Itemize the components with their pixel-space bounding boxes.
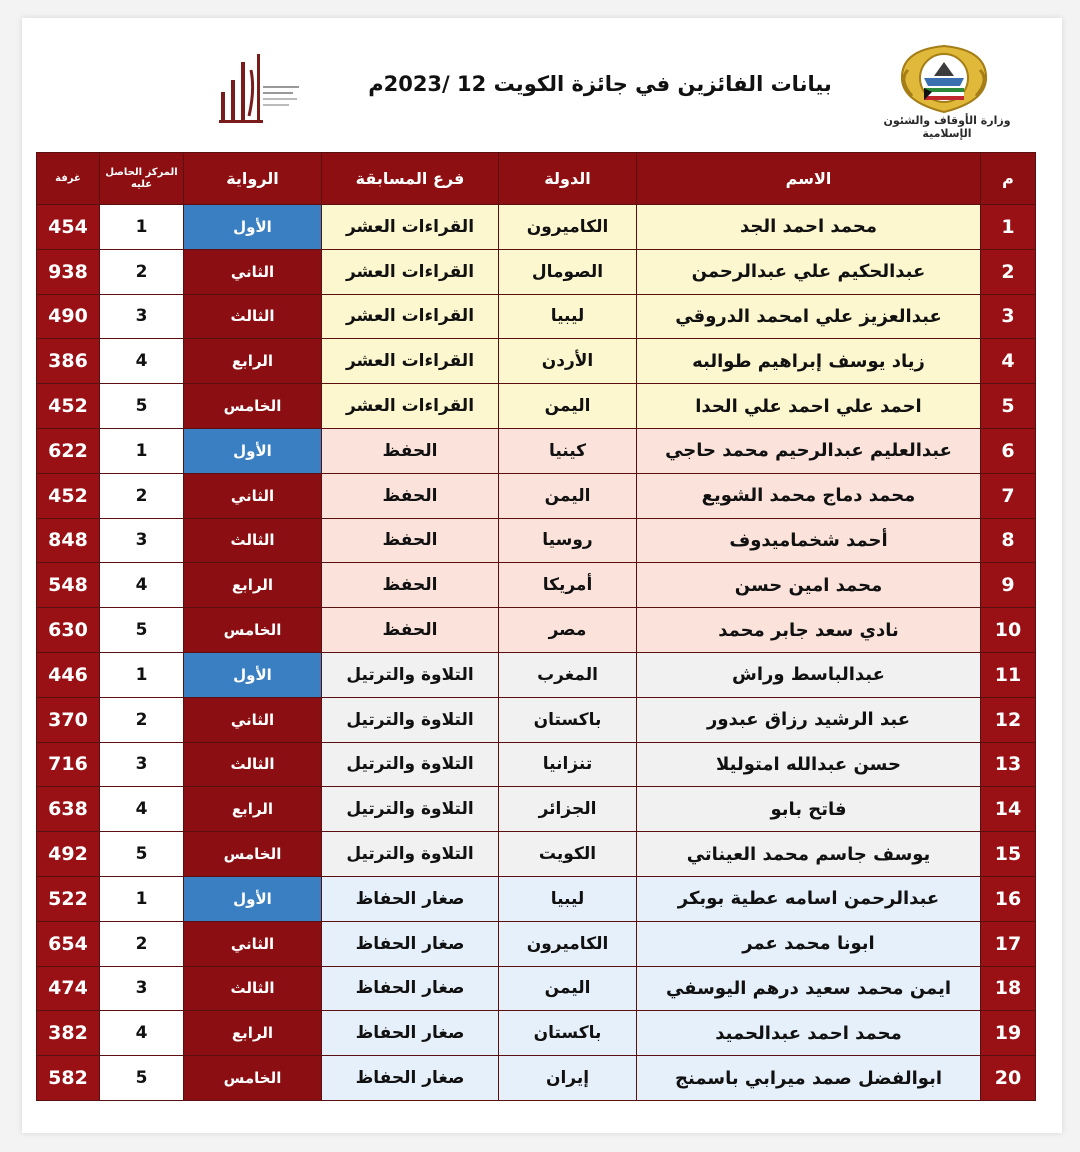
header-riwaya: الرواية [184, 153, 322, 205]
cell-num: 4 [981, 339, 1036, 384]
cell-num: 20 [981, 1056, 1036, 1101]
cell-name: ايمن محمد سعيد درهم اليوسفي [637, 966, 981, 1011]
cell-rank: 3 [100, 294, 184, 339]
cell-branch: القراءات العشر [322, 205, 499, 250]
cell-name: حسن عبدالله امتوليلا [637, 742, 981, 787]
cell-name: أحمد شخماميدوف [637, 518, 981, 563]
cell-room: 654 [37, 921, 100, 966]
cell-branch: صغار الحفاظ [322, 1056, 499, 1101]
cell-num: 7 [981, 473, 1036, 518]
cell-rank: 2 [100, 921, 184, 966]
cell-rank: 5 [100, 608, 184, 653]
cell-name: عبدالعليم عبدالرحيم محمد حاجي [637, 428, 981, 473]
header-branch: فرع المسابقة [322, 153, 499, 205]
cell-country: الجزائر [499, 787, 637, 832]
cell-riwaya: الثالث [184, 966, 322, 1011]
cell-num: 5 [981, 384, 1036, 429]
cell-country: اليمن [499, 473, 637, 518]
table-row [37, 428, 1036, 473]
table-row [37, 876, 1036, 921]
winners-table [36, 152, 1036, 1101]
table-row [37, 294, 1036, 339]
cell-rank: 2 [100, 697, 184, 742]
cell-num: 8 [981, 518, 1036, 563]
cell-rank: 5 [100, 384, 184, 429]
ministry-name: وزارة الأوقاف والشئون الإسلامية [883, 114, 1011, 140]
cell-riwaya: الثاني [184, 249, 322, 294]
cell-country: تنزانيا [499, 742, 637, 787]
cell-num: 10 [981, 608, 1036, 653]
cell-country: الكاميرون [499, 921, 637, 966]
cell-branch: التلاوة والترتيل [322, 652, 499, 697]
kuwait-ministry-emblem [862, 40, 1032, 140]
table-row [37, 652, 1036, 697]
cell-branch: الحفظ [322, 473, 499, 518]
cell-room: 622 [37, 428, 100, 473]
cell-country: المغرب [499, 652, 637, 697]
header-country: الدولة [499, 153, 637, 205]
cell-rank: 3 [100, 966, 184, 1011]
table-row [37, 249, 1036, 294]
cell-room: 548 [37, 563, 100, 608]
cell-riwaya: الثالث [184, 518, 322, 563]
cell-country: إيران [499, 1056, 637, 1101]
cell-riwaya: الخامس [184, 1056, 322, 1101]
cell-rank: 2 [100, 249, 184, 294]
cell-num: 14 [981, 787, 1036, 832]
cell-branch: التلاوة والترتيل [322, 697, 499, 742]
cell-branch: القراءات العشر [322, 249, 499, 294]
cell-room: 938 [37, 249, 100, 294]
cell-branch: الحفظ [322, 518, 499, 563]
cell-country: أمريكا [499, 563, 637, 608]
cell-num: 3 [981, 294, 1036, 339]
cell-riwaya: الثاني [184, 697, 322, 742]
cell-num: 12 [981, 697, 1036, 742]
cell-room: 454 [37, 205, 100, 250]
cell-country: الأردن [499, 339, 637, 384]
cell-room: 452 [37, 473, 100, 518]
table-row [37, 966, 1036, 1011]
cell-country: الكويت [499, 832, 637, 877]
cell-country: باكستان [499, 1011, 637, 1056]
cell-branch: صغار الحفاظ [322, 1011, 499, 1056]
table-row [37, 518, 1036, 563]
cell-rank: 3 [100, 518, 184, 563]
cell-num: 17 [981, 921, 1036, 966]
cell-riwaya: الرابع [184, 787, 322, 832]
cell-branch: التلاوة والترتيل [322, 787, 499, 832]
cell-num: 6 [981, 428, 1036, 473]
cell-riwaya: الرابع [184, 563, 322, 608]
cell-country: اليمن [499, 384, 637, 429]
table-row [37, 205, 1036, 250]
cell-room: 630 [37, 608, 100, 653]
cell-rank: 1 [100, 652, 184, 697]
page-title: بيانات الفائزين في جائزة الكويت 12 /2023م [368, 72, 832, 96]
cell-branch: صغار الحفاظ [322, 966, 499, 1011]
header-rank: المركز الحاصل عليه [100, 153, 184, 205]
cell-branch: التلاوة والترتيل [322, 742, 499, 787]
cell-riwaya: الأول [184, 876, 322, 921]
cell-rank: 1 [100, 428, 184, 473]
cell-riwaya: الثاني [184, 921, 322, 966]
cell-branch: القراءات العشر [322, 384, 499, 429]
cell-branch: صغار الحفاظ [322, 876, 499, 921]
cell-branch: صغار الحفاظ [322, 921, 499, 966]
cell-name: محمد امين حسن [637, 563, 981, 608]
cell-room: 848 [37, 518, 100, 563]
cell-rank: 2 [100, 473, 184, 518]
cell-num: 18 [981, 966, 1036, 1011]
cell-riwaya: الخامس [184, 384, 322, 429]
table-row [37, 608, 1036, 653]
cell-name: عبدالحكيم علي عبدالرحمن [637, 249, 981, 294]
cell-num: 16 [981, 876, 1036, 921]
cell-room: 446 [37, 652, 100, 697]
cell-riwaya: الرابع [184, 1011, 322, 1056]
cell-country: الصومال [499, 249, 637, 294]
cell-country: ليبيا [499, 876, 637, 921]
cell-riwaya: الأول [184, 428, 322, 473]
cell-name: عبدالعزيز علي امحمد الدروقي [637, 294, 981, 339]
cell-rank: 5 [100, 1056, 184, 1101]
cell-country: ليبيا [499, 294, 637, 339]
cell-room: 370 [37, 697, 100, 742]
header-num: م [981, 153, 1036, 205]
cell-room: 386 [37, 339, 100, 384]
cell-room: 382 [37, 1011, 100, 1056]
cell-country: اليمن [499, 966, 637, 1011]
cell-name: عبد الرشيد رزاق عبدور [637, 697, 981, 742]
cell-name: ابوالفضل صمد ميرابي باسمنج [637, 1056, 981, 1101]
header-room: غرفة [37, 153, 100, 205]
cell-branch: الحفظ [322, 428, 499, 473]
cell-room: 474 [37, 966, 100, 1011]
cell-branch: التلاوة والترتيل [322, 832, 499, 877]
cell-branch: القراءات العشر [322, 339, 499, 384]
cell-branch: الحفظ [322, 608, 499, 653]
table-row [37, 921, 1036, 966]
table-row [37, 832, 1036, 877]
cell-name: عبدالرحمن اسامه عطية بوبكر [637, 876, 981, 921]
cell-room: 582 [37, 1056, 100, 1101]
cell-branch: القراءات العشر [322, 294, 499, 339]
cell-country: روسيا [499, 518, 637, 563]
cell-num: 13 [981, 742, 1036, 787]
cell-num: 2 [981, 249, 1036, 294]
cell-num: 9 [981, 563, 1036, 608]
cell-riwaya: الخامس [184, 832, 322, 877]
cell-name: نادي سعد جابر محمد [637, 608, 981, 653]
cell-name: عبدالباسط وراش [637, 652, 981, 697]
cell-name: زياد يوسف إبراهيم طوالبه [637, 339, 981, 384]
cell-rank: 4 [100, 563, 184, 608]
cell-room: 716 [37, 742, 100, 787]
cell-riwaya: الثالث [184, 294, 322, 339]
table-header-row [37, 153, 1036, 205]
cell-riwaya: الخامس [184, 608, 322, 653]
cell-name: فاتح بابو [637, 787, 981, 832]
table-row [37, 563, 1036, 608]
cell-rank: 5 [100, 832, 184, 877]
cell-rank: 1 [100, 876, 184, 921]
cell-country: الكاميرون [499, 205, 637, 250]
cell-country: كينيا [499, 428, 637, 473]
cell-name: ابونا محمد عمر [637, 921, 981, 966]
table-row [37, 787, 1036, 832]
table-row [37, 742, 1036, 787]
header-name: الاسم [637, 153, 981, 205]
table-row [37, 384, 1036, 429]
cell-room: 452 [37, 384, 100, 429]
cell-name: احمد علي احمد علي الحدا [637, 384, 981, 429]
table-row [37, 473, 1036, 518]
cell-num: 15 [981, 832, 1036, 877]
kuwait-prize-logo [215, 50, 305, 130]
cell-rank: 4 [100, 1011, 184, 1056]
cell-name: محمد احمد الجد [637, 205, 981, 250]
cell-rank: 4 [100, 339, 184, 384]
cell-riwaya: الثالث [184, 742, 322, 787]
table-row [37, 339, 1036, 384]
cell-riwaya: الرابع [184, 339, 322, 384]
cell-room: 492 [37, 832, 100, 877]
cell-riwaya: الأول [184, 652, 322, 697]
cell-name: يوسف جاسم محمد العيناتي [637, 832, 981, 877]
cell-room: 490 [37, 294, 100, 339]
cell-num: 11 [981, 652, 1036, 697]
table-row [37, 1011, 1036, 1056]
cell-rank: 1 [100, 205, 184, 250]
cell-name: محمد احمد عبدالحميد [637, 1011, 981, 1056]
cell-room: 522 [37, 876, 100, 921]
cell-rank: 4 [100, 787, 184, 832]
cell-num: 1 [981, 205, 1036, 250]
cell-country: مصر [499, 608, 637, 653]
table-row [37, 697, 1036, 742]
cell-rank: 3 [100, 742, 184, 787]
cell-branch: الحفظ [322, 563, 499, 608]
table-row [37, 1056, 1036, 1101]
cell-name: محمد دماج محمد الشويع [637, 473, 981, 518]
cell-room: 638 [37, 787, 100, 832]
cell-num: 19 [981, 1011, 1036, 1056]
cell-riwaya: الثاني [184, 473, 322, 518]
cell-country: باكستان [499, 697, 637, 742]
cell-riwaya: الأول [184, 205, 322, 250]
